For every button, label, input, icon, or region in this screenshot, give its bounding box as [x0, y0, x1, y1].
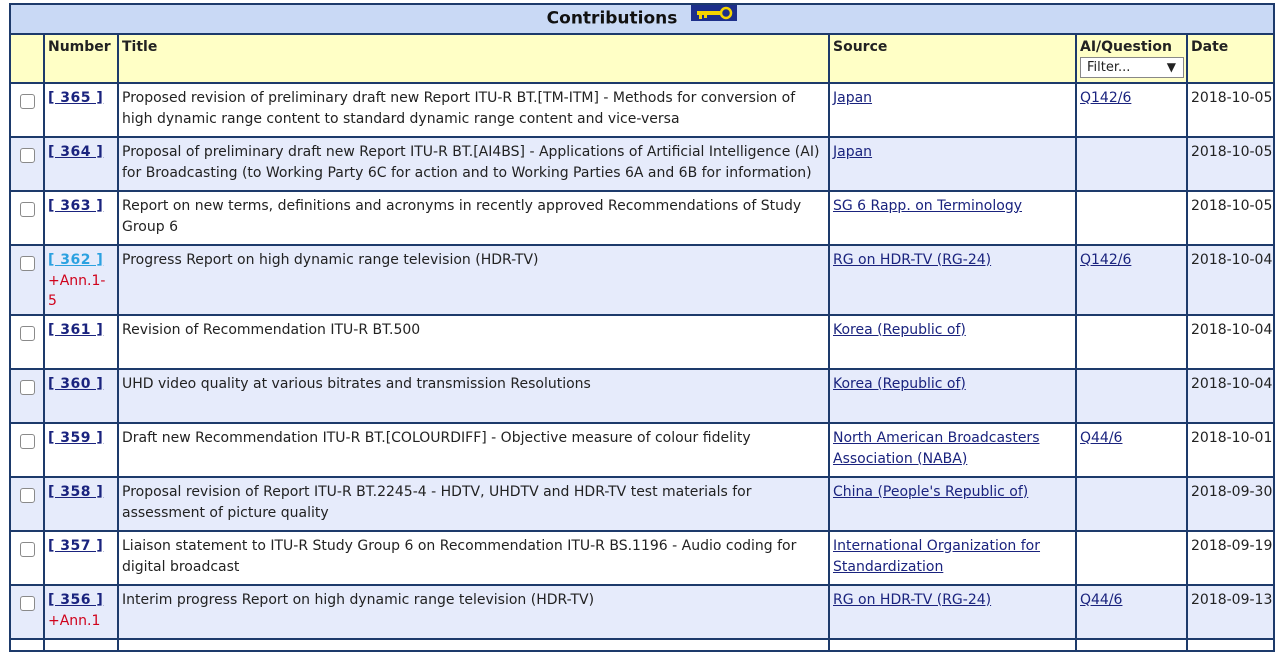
- source-cell: [829, 585, 1076, 639]
- source-link[interactable]: Japan: [833, 89, 873, 106]
- annex-link[interactable]: +Ann.1-5: [48, 272, 106, 309]
- contribution-number-link[interactable]: [ 359 ]: [48, 429, 104, 446]
- contribution-number-link[interactable]: [ 365 ]: [48, 89, 104, 106]
- source-link[interactable]: RG on HDR-TV (RG-24): [833, 251, 992, 268]
- contributions-panel: [9, 3, 1273, 652]
- contribution-number-link[interactable]: [ 360 ]: [48, 375, 104, 392]
- column-header-number[interactable]: Number: [44, 34, 118, 83]
- number-cell: [44, 137, 118, 191]
- title-cell: Progress Report on high dynamic range television (HDR-TV): [118, 245, 829, 315]
- question-filter-select[interactable]: [1080, 57, 1184, 78]
- row-checkbox[interactable]: [20, 596, 35, 611]
- date-cell: 2018-09-13: [1187, 585, 1274, 639]
- contribution-number-link[interactable]: [ 357 ]: [48, 537, 104, 554]
- contribution-number-link[interactable]: [ 362 ]: [48, 251, 104, 268]
- source-cell: [829, 83, 1076, 137]
- question-cell: [1076, 191, 1187, 245]
- title-cell: Revision of Recommendation ITU-R BT.500: [118, 315, 829, 369]
- date-cell: 2018-10-04: [1187, 315, 1274, 369]
- contribution-number-link[interactable]: [ 363 ]: [48, 197, 104, 214]
- table-row: [10, 585, 1274, 639]
- column-header-title[interactable]: Title: [118, 34, 829, 83]
- source-cell: [829, 423, 1076, 477]
- date-cell: 2018-10-05: [1187, 83, 1274, 137]
- source-link[interactable]: Japan: [833, 143, 873, 160]
- row-checkbox[interactable]: [20, 488, 35, 503]
- source-link[interactable]: SG 6 Rapp. on Terminology: [833, 197, 1022, 214]
- date-cell: 2018-09-30: [1187, 477, 1274, 531]
- dropdown-arrow-icon: ▼: [1166, 59, 1176, 74]
- select-cell: [10, 137, 44, 191]
- number-cell: [44, 531, 118, 585]
- question-cell: [1076, 137, 1187, 191]
- contributions-rows: [10, 83, 1274, 639]
- select-cell: [10, 83, 44, 137]
- table-row: [10, 315, 1274, 369]
- row-checkbox[interactable]: [20, 380, 35, 395]
- question-cell: [1076, 315, 1187, 369]
- source-link[interactable]: China (People's Republic of): [833, 483, 1029, 500]
- table-row: [10, 191, 1274, 245]
- title-cell: Proposal revision of Report ITU-R BT.2245-4 - HDTV, UHDTV and HDR-TV test materials for assessment of picture quality: [118, 477, 829, 531]
- question-link[interactable]: Q44/6: [1080, 591, 1123, 608]
- source-cell: [829, 137, 1076, 191]
- title-cell: Proposed revision of preliminary draft new Report ITU-R BT.[TM-ITM] - Methods for conversion of high dynamic range content to standard dynamic range content and vice-versa: [118, 83, 829, 137]
- title-cell: Interim progress Report on high dynamic range television (HDR-TV): [118, 585, 829, 639]
- title-cell: Proposal of preliminary draft new Report ITU-R BT.[AI4BS] - Applications of Artificial Intelligence (AI) for Broadcasting (to Working Party 6C for action and to Working Parties 6A and 6B for information): [118, 137, 829, 191]
- column-header-date[interactable]: Date: [1187, 34, 1274, 83]
- number-cell: [44, 245, 118, 315]
- number-cell: [44, 83, 118, 137]
- number-cell: [44, 191, 118, 245]
- question-cell: [1076, 83, 1187, 137]
- table-row: [10, 477, 1274, 531]
- source-link[interactable]: International Organization for Standardization: [833, 537, 1041, 575]
- source-link[interactable]: RG on HDR-TV (RG-24): [833, 591, 992, 608]
- number-cell: [44, 585, 118, 639]
- key-icon[interactable]: [691, 3, 737, 30]
- contribution-number-link[interactable]: [ 361 ]: [48, 321, 104, 338]
- select-cell: [10, 423, 44, 477]
- question-cell: [1076, 423, 1187, 477]
- source-cell: [829, 531, 1076, 585]
- title-cell: Liaison statement to ITU-R Study Group 6 on Recommendation ITU-R BS.1196 - Audio coding for digital broadcast: [118, 531, 829, 585]
- table-row: [10, 245, 1274, 315]
- date-cell: 2018-10-01: [1187, 423, 1274, 477]
- source-link[interactable]: Korea (Republic of): [833, 375, 966, 392]
- question-link[interactable]: Q142/6: [1080, 89, 1132, 106]
- select-cell: [10, 191, 44, 245]
- source-cell: [829, 191, 1076, 245]
- number-cell: [44, 315, 118, 369]
- table-row: [10, 531, 1274, 585]
- date-cell: 2018-09-19: [1187, 531, 1274, 585]
- column-header-source[interactable]: Source: [829, 34, 1076, 83]
- select-cell: [10, 585, 44, 639]
- row-checkbox[interactable]: [20, 326, 35, 341]
- row-checkbox[interactable]: [20, 434, 35, 449]
- question-header-label[interactable]: AI/Question: [1080, 38, 1172, 55]
- row-checkbox[interactable]: [20, 542, 35, 557]
- title-cell: Report on new terms, definitions and acronyms in recently approved Recommendations of Study Group 6: [118, 191, 829, 245]
- title-cell: Draft new Recommendation ITU-R BT.[COLOURDIFF] - Objective measure of colour fidelity: [118, 423, 829, 477]
- source-link[interactable]: Korea (Republic of): [833, 321, 966, 338]
- date-cell: 2018-10-05: [1187, 137, 1274, 191]
- annex-link[interactable]: +Ann.1: [48, 612, 101, 629]
- question-cell: [1076, 477, 1187, 531]
- table-row: [10, 137, 1274, 191]
- row-checkbox[interactable]: [20, 202, 35, 217]
- source-cell: [829, 477, 1076, 531]
- source-link[interactable]: North American Broadcasters Association (NABA): [833, 429, 1040, 467]
- partial-row: [10, 639, 1274, 651]
- number-cell: [44, 423, 118, 477]
- table-row: [10, 83, 1274, 137]
- number-cell: [44, 477, 118, 531]
- table-row: [10, 369, 1274, 423]
- date-cell: 2018-10-04: [1187, 245, 1274, 315]
- date-cell: 2018-10-05: [1187, 191, 1274, 245]
- source-cell: [829, 245, 1076, 315]
- question-cell: [1076, 245, 1187, 315]
- column-header-row: [10, 34, 1274, 83]
- table-title-bar: [10, 4, 1274, 34]
- question-link[interactable]: Q142/6: [1080, 251, 1132, 268]
- select-cell: [10, 477, 44, 531]
- select-column-header: [10, 34, 44, 83]
- select-cell: [10, 531, 44, 585]
- column-header-question: [1076, 34, 1187, 83]
- contribution-number-link[interactable]: [ 356 ]: [48, 591, 104, 608]
- select-cell: [10, 369, 44, 423]
- select-cell: [10, 315, 44, 369]
- contributions-table: [9, 3, 1275, 652]
- row-checkbox[interactable]: [20, 148, 35, 163]
- page-title: Contributions: [546, 8, 678, 29]
- question-cell: [1076, 531, 1187, 585]
- number-cell: [44, 369, 118, 423]
- question-cell: [1076, 585, 1187, 639]
- row-checkbox[interactable]: [20, 94, 35, 109]
- question-cell: [1076, 369, 1187, 423]
- contribution-number-link[interactable]: [ 358 ]: [48, 483, 104, 500]
- question-link[interactable]: Q44/6: [1080, 429, 1123, 446]
- source-cell: [829, 369, 1076, 423]
- row-checkbox[interactable]: [20, 256, 35, 271]
- select-cell: [10, 245, 44, 315]
- contribution-number-link[interactable]: [ 364 ]: [48, 143, 104, 160]
- title-cell: UHD video quality at various bitrates and transmission Resolutions: [118, 369, 829, 423]
- date-cell: 2018-10-04: [1187, 369, 1274, 423]
- source-cell: [829, 315, 1076, 369]
- filter-value: Filter...: [1087, 59, 1131, 75]
- table-row: [10, 423, 1274, 477]
